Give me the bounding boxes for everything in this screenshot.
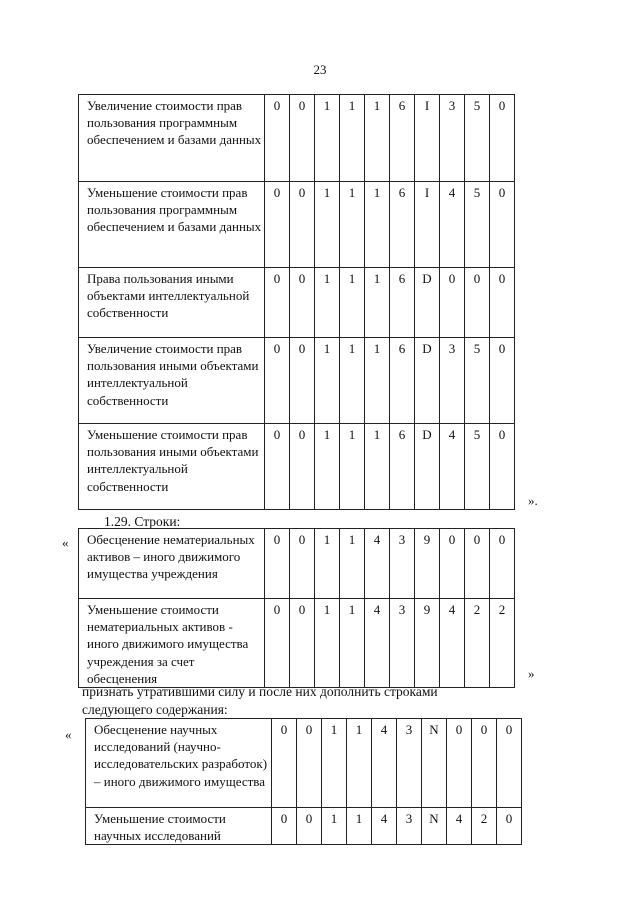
code-cell: 1	[347, 808, 372, 845]
code-cell: 1	[365, 95, 390, 182]
code-cell: 5	[465, 424, 490, 510]
code-cell: 1	[340, 268, 365, 338]
code-cell: 1	[315, 424, 340, 510]
table-row	[79, 338, 515, 424]
code-cell: 0	[297, 808, 322, 845]
code-cell: 5	[465, 95, 490, 182]
code-cell: 3	[397, 808, 422, 845]
code-cell: 4	[440, 424, 465, 510]
row-label: Обесценение научных исследований (научно-исследовательских разработок) – иного движимого имущества	[86, 719, 272, 808]
code-cell: 3	[440, 338, 465, 424]
row-label: Увеличение стоимости прав пользования программным обеспечением и базами данных	[79, 95, 265, 182]
code-cell: 0	[490, 338, 515, 424]
code-cell: 1	[340, 95, 365, 182]
code-cell: 6	[390, 268, 415, 338]
row-label: Уменьшение стоимости научных исследований	[86, 808, 272, 845]
code-cell: 0	[490, 424, 515, 510]
code-cell: 1	[340, 182, 365, 268]
code-cell: 0	[297, 719, 322, 808]
row-label: Права пользования иными объектами интеллектуальной собственности	[79, 268, 265, 338]
row-label: Уменьшение стоимости нематериальных активов - иного движимого имущества учреждения за счет обесценения	[79, 599, 265, 688]
code-cell: 1	[340, 599, 365, 688]
code-cell: 0	[290, 182, 315, 268]
code-cell: 1	[365, 268, 390, 338]
code-cell: 4	[365, 599, 390, 688]
code-cell: 1	[365, 182, 390, 268]
code-cell: 0	[472, 719, 497, 808]
code-cell: 4	[372, 808, 397, 845]
code-cell: 1	[340, 338, 365, 424]
code-cell: 0	[272, 808, 297, 845]
code-cell: 0	[290, 268, 315, 338]
code-cell: 1	[315, 182, 340, 268]
section-heading: 1.29. Строки:	[104, 514, 181, 529]
code-cell: 0	[265, 424, 290, 510]
page-number: 23	[313, 62, 327, 77]
instruction-line-2: следующего содержания:	[82, 702, 228, 717]
code-cell: 9	[415, 599, 440, 688]
code-cell: 5	[465, 338, 490, 424]
code-cell: 4	[447, 808, 472, 845]
code-cell: 0	[497, 719, 522, 808]
code-cell: 0	[440, 268, 465, 338]
code-cell: D	[415, 268, 440, 338]
code-cell: I	[415, 182, 440, 268]
code-cell: 3	[390, 529, 415, 599]
code-cell: 1	[315, 338, 340, 424]
code-cell: 0	[290, 95, 315, 182]
row-label: Уменьшение стоимости прав пользования программным обеспечением и базами данных	[79, 182, 265, 268]
code-cell: 4	[372, 719, 397, 808]
table-row	[79, 599, 515, 688]
row-label: Уменьшение стоимости прав пользования иными объектами интеллектуальной собственности	[79, 424, 265, 510]
code-cell: 4	[440, 182, 465, 268]
code-cell: 6	[390, 182, 415, 268]
opening-quote: «	[65, 727, 72, 742]
code-cell: 0	[465, 268, 490, 338]
instruction-line-1: признать утратившими силу и после них дополнить строками	[82, 684, 438, 699]
table-row	[79, 529, 515, 599]
closing-quote: ».	[528, 493, 538, 508]
code-cell: 0	[440, 529, 465, 599]
code-cell: 2	[490, 599, 515, 688]
code-cell: 4	[365, 529, 390, 599]
code-cell: 0	[447, 719, 472, 808]
code-cell: N	[422, 808, 447, 845]
code-cell: 5	[465, 182, 490, 268]
table-row	[79, 95, 515, 182]
code-cell: 0	[265, 268, 290, 338]
code-cell: D	[415, 338, 440, 424]
code-cell: 1	[365, 424, 390, 510]
code-cell: 1	[315, 599, 340, 688]
code-cell: 0	[290, 529, 315, 599]
code-cell: 6	[390, 424, 415, 510]
code-cell: 0	[490, 529, 515, 599]
code-cell: 3	[397, 719, 422, 808]
table-row	[79, 268, 515, 338]
code-cell: 6	[390, 338, 415, 424]
code-cell: 0	[265, 529, 290, 599]
code-cell: 0	[490, 95, 515, 182]
row-label: Обесценение нематериальных активов – иного движимого имущества учреждения	[79, 529, 265, 599]
code-cell: 2	[465, 599, 490, 688]
code-cell: 9	[415, 529, 440, 599]
code-cell: 4	[440, 599, 465, 688]
code-cell: 1	[365, 338, 390, 424]
code-cell: 0	[265, 338, 290, 424]
code-cell: 0	[490, 182, 515, 268]
code-cell: N	[422, 719, 447, 808]
table-row	[86, 808, 522, 845]
code-cell: 0	[272, 719, 297, 808]
code-cell: 1	[315, 95, 340, 182]
code-cell: 1	[340, 424, 365, 510]
code-cell: 0	[490, 268, 515, 338]
row-label: Увеличение стоимости прав пользования иными объектами интеллектуальной собственности	[79, 338, 265, 424]
code-cell: 0	[290, 599, 315, 688]
code-cell: 0	[265, 599, 290, 688]
code-cell: 0	[265, 182, 290, 268]
codes-table-2	[78, 528, 515, 688]
table-row	[79, 182, 515, 268]
code-cell: 1	[322, 719, 347, 808]
code-cell: D	[415, 424, 440, 510]
code-cell: 0	[290, 338, 315, 424]
code-cell: 3	[440, 95, 465, 182]
code-cell: 1	[340, 529, 365, 599]
code-cell: I	[415, 95, 440, 182]
closing-quote: »	[528, 666, 535, 681]
code-cell: 2	[472, 808, 497, 845]
table-row	[79, 424, 515, 510]
code-cell: 1	[315, 268, 340, 338]
code-cell: 3	[390, 599, 415, 688]
code-cell: 6	[390, 95, 415, 182]
codes-table-1	[78, 94, 515, 510]
code-cell: 0	[497, 808, 522, 845]
code-cell: 0	[290, 424, 315, 510]
code-cell: 1	[322, 808, 347, 845]
code-cell: 1	[315, 529, 340, 599]
table-row	[86, 719, 522, 808]
code-cell: 0	[465, 529, 490, 599]
codes-table-3	[85, 718, 522, 845]
code-cell: 1	[347, 719, 372, 808]
code-cell: 0	[265, 95, 290, 182]
opening-quote: «	[62, 535, 69, 550]
